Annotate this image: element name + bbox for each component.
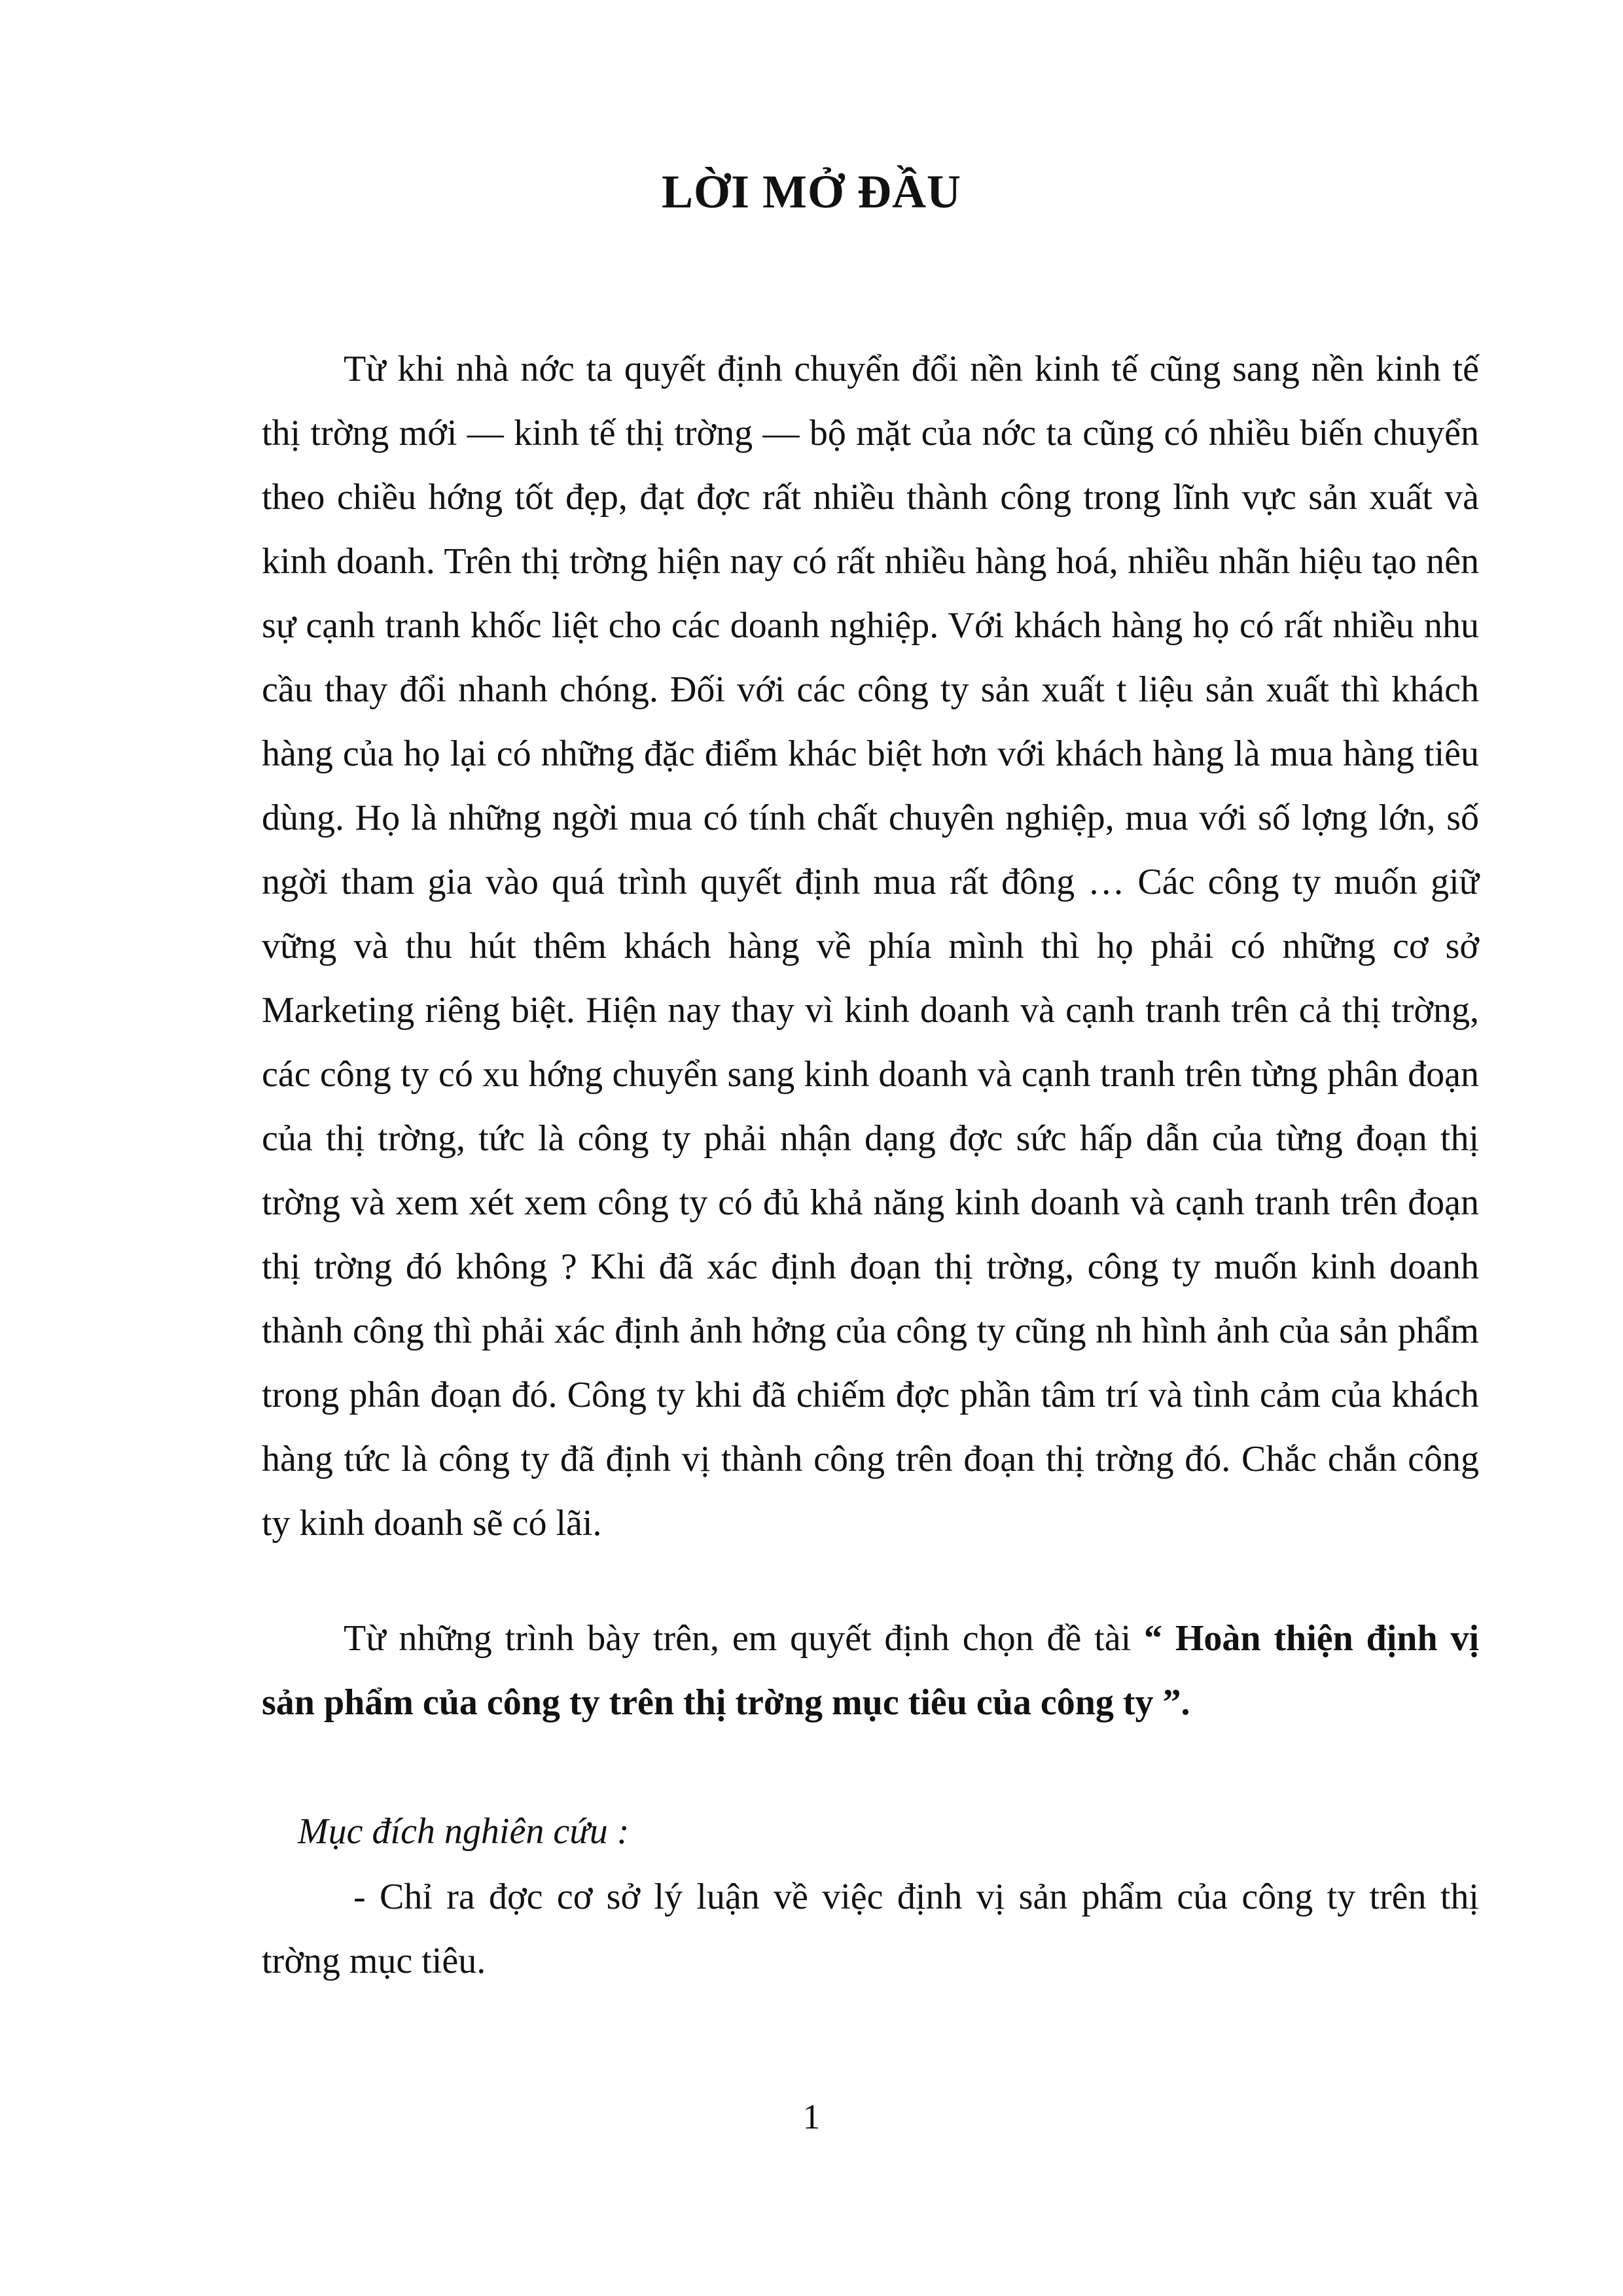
intro-paragraph: Từ khi nhà nớc ta quyết định chuyển đổi nền kinh tế cũng sang nền kinh tế thị trờng mới — kinh tế thị trờng — bộ mặt của nớc ta cũng có nhiều biến chuyển theo chiều hớng tốt đẹp, đạt đợc rất nhiều thành công trong lĩnh vực sản xuất và kinh doanh. Trên thị trờng hiện nay có rất nhiều hàng hoá, nhiều nhãn hiệu tạo nên sự cạnh tranh khốc liệt cho các doanh nghiệp. Với khách hàng họ có rất nhiều nhu cầu thay đổi nhanh chóng. Đối với các công ty sản xuất t liệu sản xuất thì khách hàng của họ lại có những đặc điểm khác biệt hơn với khách hàng là mua hàng tiêu dùng. Họ là những ngời mua có tính chất chuyên nghiệp, mua với số lợng lớn, số ngời tham gia vào quá trình quyết định mua rất đông … Các công ty muốn giữ vững và thu hút thêm khách hàng về phía mình thì họ phải có những cơ sở Marketing riêng biệt. Hiện nay thay vì kinh doanh và cạnh tranh trên cả thị trờng, các công ty có xu hớng chuyển sang kinh doanh và cạnh tranh trên từng phân đoạn của thị trờng, tức là công ty phải nhận dạng đợc sức hấp dẫn của từng đoạn thị trờng và xem xét xem công ty có đủ khả năng kinh doanh và cạnh tranh trên đoạn thị trờng đó không ? Khi đã xác định đoạn thị trờng, công ty muốn kinh doanh thành công thì phải xác định ảnh hởng của công ty cũng nh hình ảnh của sản phẩm trong phân đoạn đó. Công ty khi đã chiếm đợc phần tâm trí và tình cảm của khách hàng tức là công ty đã định vị thành công trên đoạn thị trờng đó. Chắc chắn công ty kinh doanh sẽ có lãi. (262, 349, 1479, 1544)
page-number: 1 (802, 2097, 821, 2136)
purpose-heading: Mục đích nghiên cứu : (298, 1811, 630, 1852)
purpose-item: - Chỉ ra đợc cơ sở lý luận về việc định vị sản phẩm của công ty trên thị trờng mục tiêu. (262, 1877, 1479, 1981)
topic-title: “ Hoàn thiện định vị sản phẩm của công ty trên thị trờng mục tiêu của công ty ”. (262, 1618, 1479, 1723)
page-title: LỜI MỞ ĐẦU (662, 166, 961, 218)
topic-paragraph (262, 1606, 1479, 1735)
topic-intro-text: Từ những trình bày trên, em quyết định chọn đề tài (344, 1618, 1144, 1659)
